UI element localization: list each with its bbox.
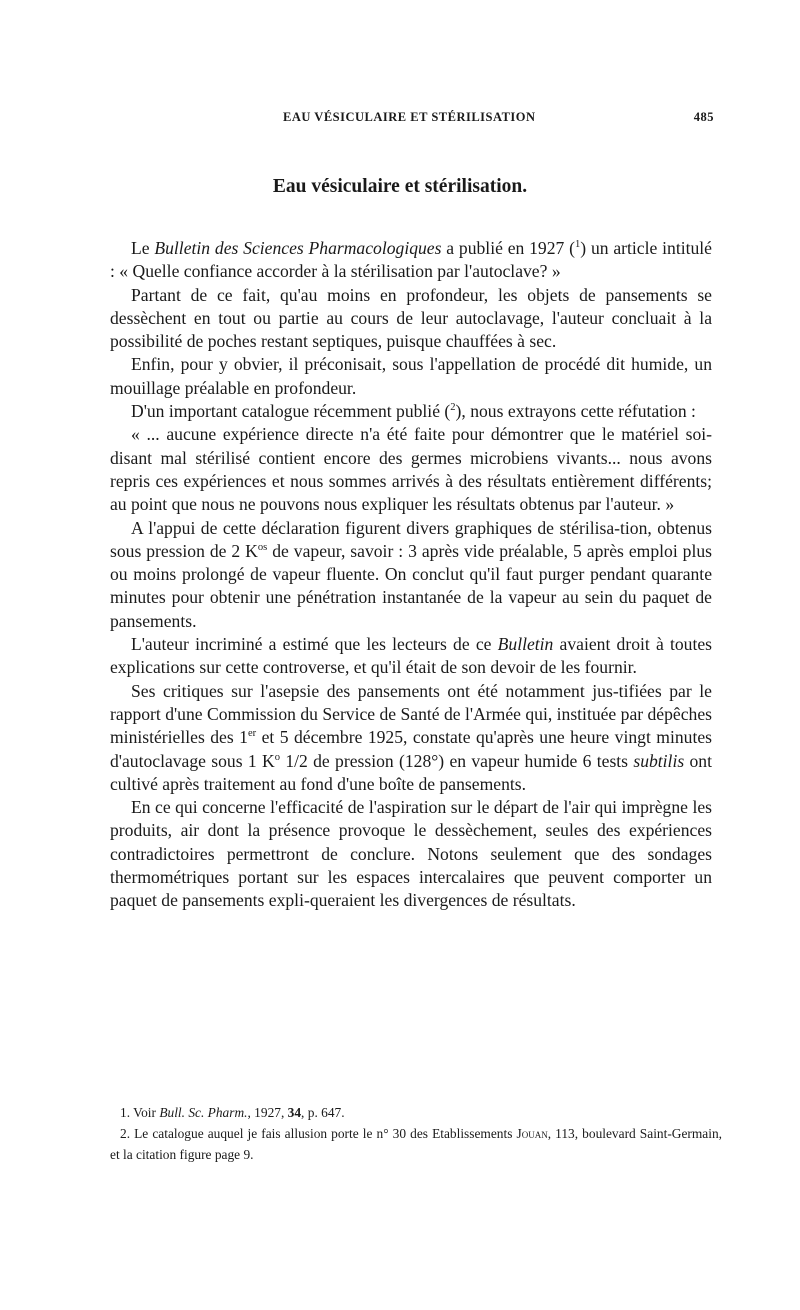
- paragraph-2: Partant de ce fait, qu'au moins en profondeur, les objets de pansements se dessèchent en tout ou partie au cours de leur autoclavage, l'auteur concluait à la possibilité de poches restant septiques, puisque chauffées à sec.: [110, 284, 712, 352]
- paragraph-4: [110, 400, 712, 423]
- footnote-2: [110, 1123, 722, 1165]
- running-head: [0, 110, 800, 132]
- paragraph-3: Enfin, pour y obvier, il préconisait, sous l'appellation de procédé dit humide, un mouillage préalable en profondeur.: [110, 354, 712, 398]
- p1-text-b: a publié en 1927 (: [441, 238, 575, 258]
- fn1-text-a: 1. Voir: [120, 1105, 160, 1120]
- running-title: EAU VÉSICULAIRE ET STÉRILISATION: [283, 110, 536, 124]
- species-name: subtilis: [633, 750, 685, 771]
- p8-text-d: ont cultivé après traitement au fond d'une boîte de pansements.: [110, 750, 712, 794]
- unit-superscript-2: o: [274, 751, 280, 763]
- p8-text-b: et 5 décembre 1925, constate qu'après une heure vingt minutes d'autoclavage sous 1 K: [110, 727, 712, 771]
- journal-short-name: Bulletin: [497, 634, 554, 655]
- p6-text-a: A l'appui de cette déclaration figurent divers graphiques de stérilisa-tion, obtenus sous pression de 2 K: [110, 517, 712, 561]
- p8-text-c: 1/2 de pression (128°) en vapeur humide 6 tests: [280, 750, 634, 771]
- footnote-1: [110, 1102, 722, 1123]
- p7-text-a: L'auteur incriminé a estimé que les lecteurs de ce: [131, 634, 498, 655]
- fn1-reference: Bull. Sc. Pharm.: [159, 1105, 248, 1120]
- paragraph-8: [110, 680, 712, 796]
- paragraph-7: [110, 633, 712, 680]
- p7-text-b: avaient droit à toutes explications sur cette controverse, et qu'il était de son devoir de les fournir.: [110, 634, 712, 678]
- footnote-ref-1: 1: [575, 239, 581, 251]
- fn2-text-a: 2. Le catalogue auquel je fais allusion porte le n° 30 des Etablissements: [120, 1126, 517, 1141]
- p6-text-b: de vapeur, savoir : 3 après vide préalable, 5 après emploi plus ou moins prolongé de vapeur fluente. On conclut qu'il faut purger pendant quarante minutes pour obtenir une pénétration instantanée de la vapeur au sein du paquet de pansements.: [110, 540, 712, 631]
- paragraph-6: [110, 517, 712, 633]
- footnote-ref-2: 2: [450, 402, 456, 414]
- fn1-text-b: , 1927,: [247, 1105, 288, 1120]
- journal-name: Bulletin des Sciences Pharmacologiques: [154, 238, 442, 258]
- unit-superscript: os: [257, 542, 268, 553]
- p1-text-c: ) un article intitulé : « Quelle confiance accorder à la stérilisation par l'autoclave? »: [110, 238, 712, 282]
- p8-text-a: Ses critiques sur l'asepsie des pansements ont été notamment jus-tifiées par le rapport d'une Commission du Service de Santé de l'Armée qui, instituée par dépêches ministérielles des 1: [110, 680, 712, 748]
- footnotes: [110, 1102, 722, 1165]
- p4-text-b: ), nous extrayons cette réfutation :: [455, 401, 696, 422]
- ordinal-superscript: er: [247, 728, 257, 740]
- paragraph-1: [110, 237, 712, 284]
- article-body: [110, 237, 712, 913]
- fn2-text-b: , 113, boulevard Saint-Germain, et la citation figure page 9.: [110, 1126, 722, 1162]
- fn1-volume: 34: [287, 1105, 302, 1120]
- p4-text-a: D'un important catalogue récemment publié (: [131, 401, 451, 422]
- article-title: Eau vésiculaire et stérilisation.: [272, 176, 528, 197]
- fn1-text-c: , p. 647.: [301, 1105, 345, 1120]
- p1-text-a: Le: [131, 238, 155, 258]
- paragraph-5-quote: « ... aucune expérience directe n'a été faite pour démontrer que le matériel soi-disant mal stérilisé contient encore des germes microbiens vivants... nous avons repris ces expériences et nous sommes arrivés à des résultats entièrement différents; au point que nous ne pouvons nous expliquer les résultats obtenus par l'auteur. »: [110, 424, 712, 515]
- paragraph-9: En ce qui concerne l'efficacité de l'aspiration sur le départ de l'air qui imprègne les produits, air dont la présence provoque le dessèchement, seules des expériences contradictoires permettront de conclure. Notons seulement que des sondages thermométriques portant sur les espaces intercalaires que peuvent comporter un paquet de pansements expli-queraient les divergences de résultats.: [110, 797, 712, 911]
- page-number: 485: [693, 110, 714, 124]
- fn2-company-name: Jouan: [516, 1126, 548, 1141]
